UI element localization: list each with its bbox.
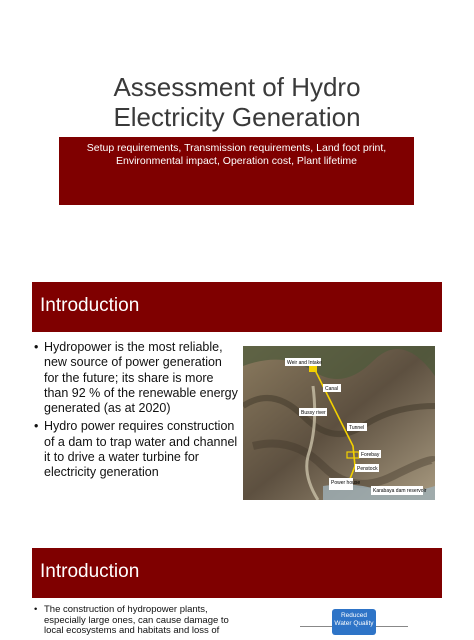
bullet-item: • Hydropower is the most reliable, new source of power generation for the future; its share is more than 92 % of the renewable energy generated (as at 2020) bbox=[34, 340, 239, 416]
hydro-plant-photo bbox=[243, 346, 435, 500]
diagram-node-water-quality: Reduced Water Quality bbox=[332, 609, 376, 635]
label-power-house: Power house bbox=[331, 480, 361, 486]
slide-heading-bar bbox=[32, 282, 442, 332]
page-title bbox=[0, 72, 474, 132]
label-canal: Canal bbox=[325, 386, 339, 392]
bullet-item: • The construction of hydropower plants, especially large ones, can cause damage to local ecosystems and habitats and loss of bbox=[34, 605, 239, 637]
title-slide bbox=[0, 0, 474, 250]
bullet-list bbox=[34, 605, 239, 640]
label-forebay: Forebay bbox=[361, 452, 380, 458]
bullet-list bbox=[34, 340, 239, 484]
bullet-item: • Hydro power requires construction of a dam to trap water and channel it to drive a water turbine for electricity generation bbox=[34, 419, 239, 480]
label-bussy: Bussy river bbox=[301, 410, 326, 416]
label-weir: Weir and Intake bbox=[287, 360, 322, 366]
hydro-plant-illustration bbox=[243, 346, 435, 500]
introduction-slide-2 bbox=[0, 548, 474, 636]
subtitle-line-1: Setup requirements, Transmission requirements, Land foot print, bbox=[86, 142, 387, 154]
diagram-connector bbox=[376, 626, 408, 627]
title-line-2: Electricity Generation bbox=[113, 102, 361, 132]
introduction-slide bbox=[0, 282, 474, 522]
diagram-connector bbox=[300, 626, 332, 627]
subtitle-line-2: Environmental impact, Operation cost, Plant lifetime bbox=[115, 155, 358, 167]
slide-heading-bar bbox=[32, 548, 442, 598]
slide-heading: Introduction bbox=[40, 295, 140, 316]
slide-heading: Introduction bbox=[40, 561, 140, 582]
label-reservoir: Karabaya dam reservoir bbox=[373, 488, 427, 494]
subtitle bbox=[59, 137, 414, 168]
label-penstock: Penstock bbox=[357, 466, 378, 472]
subtitle-band bbox=[59, 137, 414, 205]
title-line-1: Assessment of Hydro bbox=[113, 72, 361, 102]
label-tunnel: Tunnel bbox=[349, 425, 365, 431]
